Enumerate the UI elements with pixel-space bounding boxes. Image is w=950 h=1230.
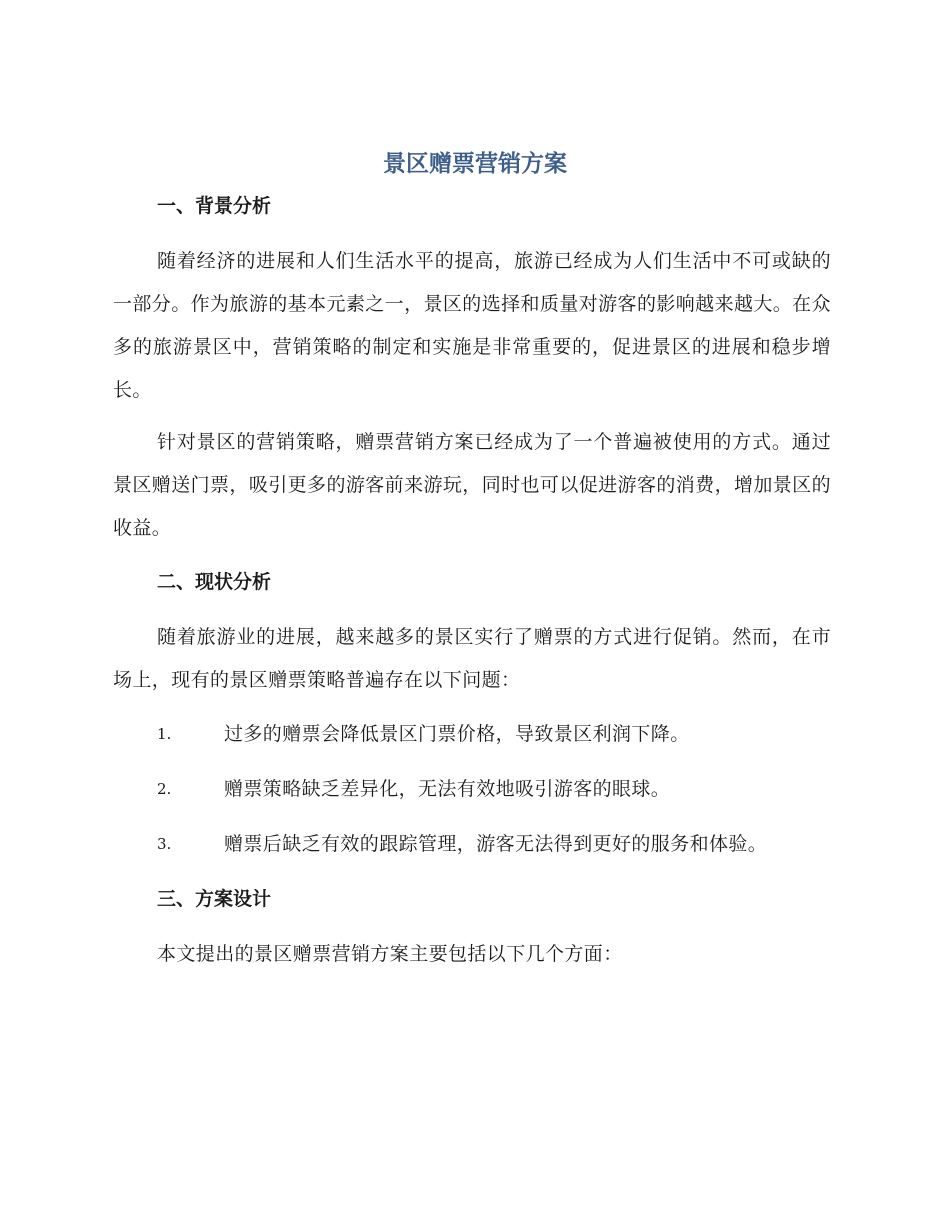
section-heading-status: 二、现状分析 — [157, 571, 272, 593]
list-item-text: 赠票后缺乏有效的跟踪管理，游客无法得到更好的服务和体验。 — [224, 833, 768, 855]
paragraph-status-1: 随着旅游业的进展，越来越多的景区实行了赠票的方式进行促销。然而，在市场上，现有的景区赠票策略普遍存在以下问题： — [113, 626, 831, 691]
list-item-text: 赠票策略缺乏差异化，无法有效地吸引游客的眼球。 — [224, 778, 671, 800]
list-item-text: 过多的赠票会降低景区门票价格，导致景区利润下降。 — [224, 723, 690, 745]
paragraph-design-1: 本文提出的景区赠票营销方案主要包括以下几个方面： — [157, 943, 623, 965]
list-item-number: 3. — [157, 835, 172, 853]
list-item-number: 2. — [157, 780, 172, 798]
section-heading-design: 三、方案设计 — [157, 888, 272, 910]
list-item-number: 1. — [157, 725, 172, 743]
paragraph-background-2: 针对景区的营销策略，赠票营销方案已经成为了一个普遍被使用的方式。通过景区赠送门票，吸引更多的游客前来游玩，同时也可以促进游客的消费，增加景区的收益。 — [113, 431, 831, 539]
paragraph-background-1: 随着经济的进展和人们生活水平的提高，旅游已经成为人们生活中不可或缺的一部分。作为旅游的基本元素之一，景区的选择和质量对游客的影响越来越大。在众多的旅游景区中，营销策略的制定和实施是非常重要的，促进景区的进展和稳步增长。 — [113, 250, 831, 401]
document-title: 景区赠票营销方案 — [383, 151, 567, 177]
section-heading-background: 一、背景分析 — [157, 195, 272, 217]
